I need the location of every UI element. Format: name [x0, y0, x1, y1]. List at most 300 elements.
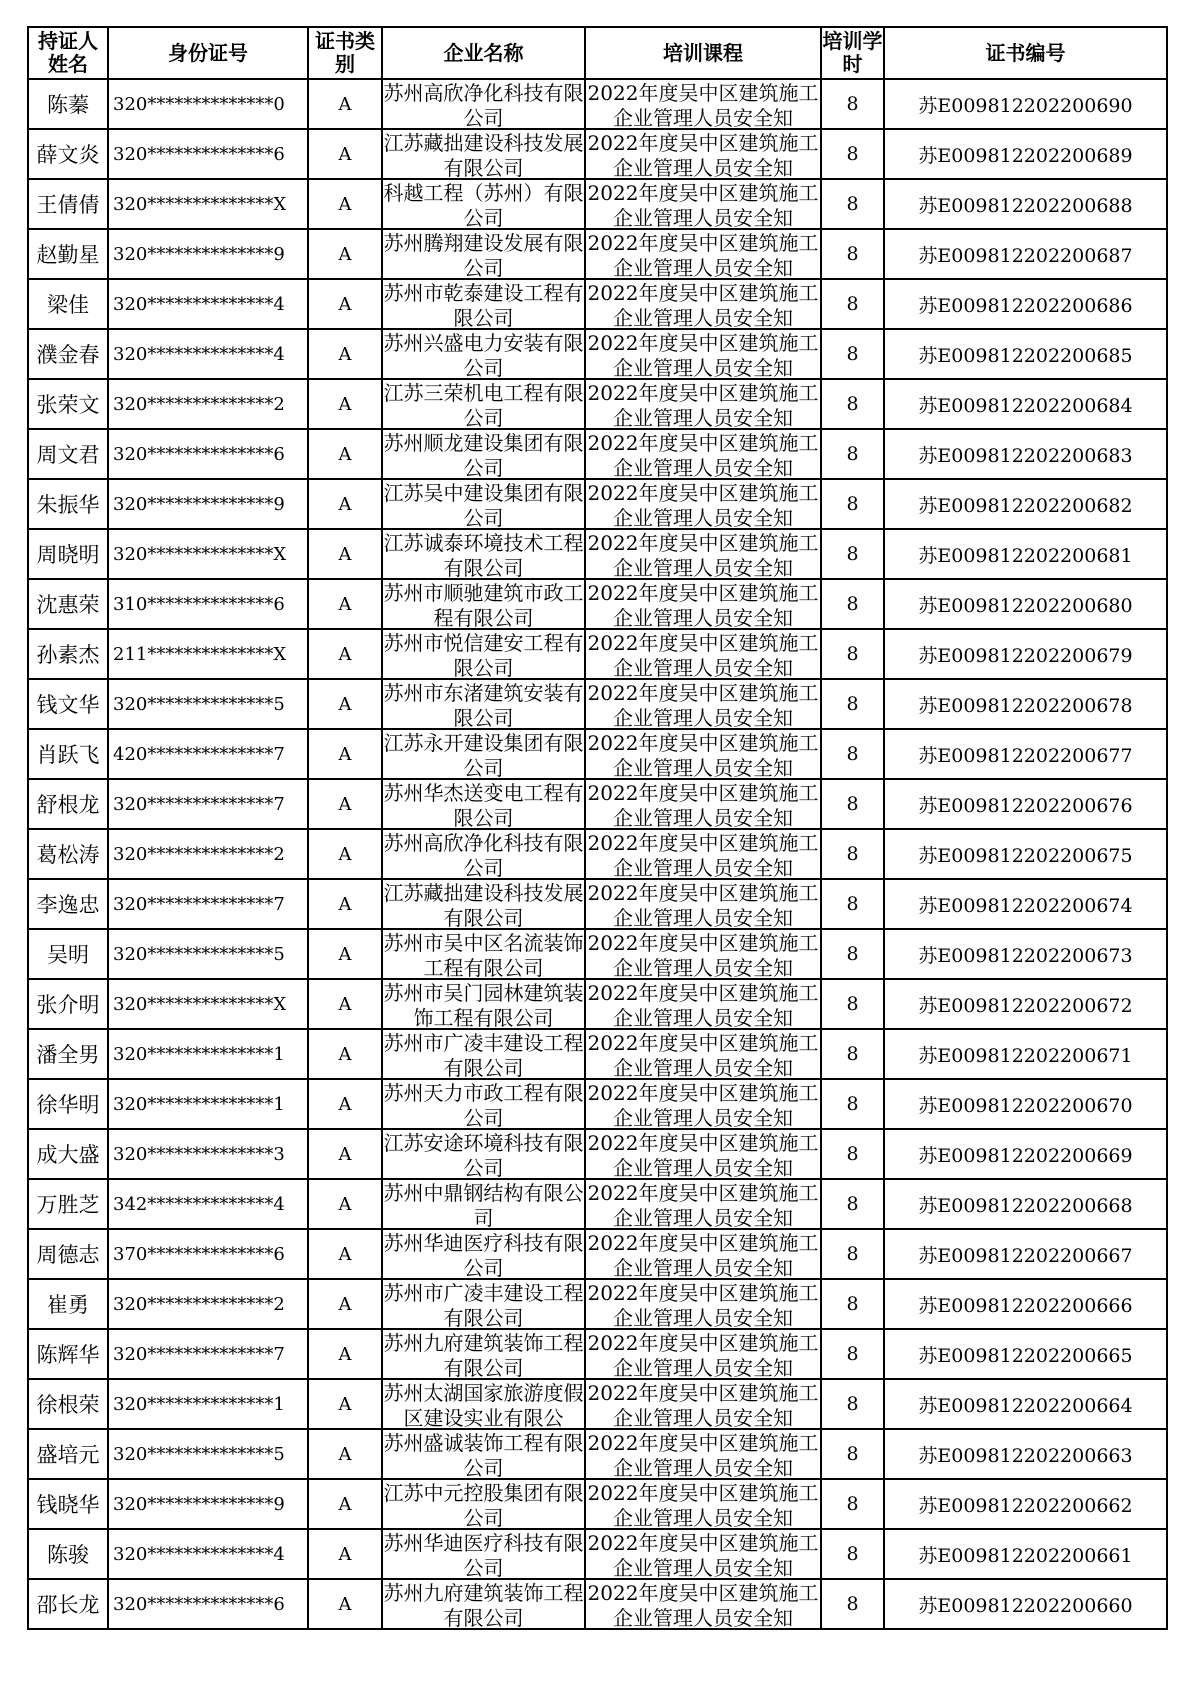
- id-number-cell: 342**************4: [108, 1179, 308, 1229]
- training-course-cell: [585, 1079, 821, 1129]
- id-number-cell: 320**************4: [108, 1529, 308, 1579]
- cert-number-cell: 苏E009812202200681: [884, 529, 1167, 579]
- header-company-name: 企业名称: [382, 27, 585, 79]
- company-name-text: 江苏吴中建设集团有限公司: [383, 481, 584, 527]
- training-hours-cell: 8: [821, 1129, 884, 1179]
- cert-number-cell: 苏E009812202200685: [884, 329, 1167, 379]
- company-name-cell: [382, 1429, 585, 1479]
- cert-category-cell: A: [308, 1229, 382, 1279]
- training-hours-cell: 8: [821, 1229, 884, 1279]
- company-name-text: 苏州市吴门园林建筑装饰工程有限公司: [383, 981, 584, 1027]
- cert-number-cell: 苏E009812202200671: [884, 1029, 1167, 1079]
- cert-category-cell: A: [308, 1379, 382, 1429]
- company-name-text: 苏州太湖国家旅游度假区建设实业有限公: [383, 1381, 584, 1427]
- cert-category-cell: A: [308, 129, 382, 179]
- id-number-cell: 320**************7: [108, 779, 308, 829]
- cert-number-cell: 苏E009812202200688: [884, 179, 1167, 229]
- company-name-cell: [382, 1079, 585, 1129]
- training-course-text: 2022年度吴中区建筑施工企业管理人员安全知: [587, 881, 819, 927]
- company-name-text: 苏州市悦信建安工程有限公司: [383, 631, 584, 677]
- training-course-text: 2022年度吴中区建筑施工企业管理人员安全知: [587, 181, 819, 227]
- cert-category-cell: A: [308, 679, 382, 729]
- header-holder-name: 持证人姓名: [28, 27, 108, 79]
- company-name-text: 苏州高欣净化科技有限公司: [383, 81, 584, 127]
- training-course-cell: [585, 329, 821, 379]
- holder-name-cell: 邵长龙: [28, 1579, 108, 1629]
- id-number-cell: 320**************0: [108, 79, 308, 129]
- training-course-cell: [585, 679, 821, 729]
- cert-number-cell: 苏E009812202200662: [884, 1479, 1167, 1529]
- training-hours-cell: 8: [821, 1529, 884, 1579]
- company-name-cell: [382, 1379, 585, 1429]
- holder-name-cell: 李逸忠: [28, 879, 108, 929]
- training-course-text: 2022年度吴中区建筑施工企业管理人员安全知: [587, 1031, 819, 1077]
- table-row: [28, 79, 1167, 129]
- training-hours-cell: 8: [821, 1279, 884, 1329]
- training-course-text: 2022年度吴中区建筑施工企业管理人员安全知: [587, 281, 819, 327]
- training-hours-cell: 8: [821, 579, 884, 629]
- table-row: [28, 729, 1167, 779]
- training-hours-cell: 8: [821, 729, 884, 779]
- table-row: [28, 629, 1167, 679]
- id-number-cell: 320**************X: [108, 529, 308, 579]
- cert-category-cell: A: [308, 629, 382, 679]
- id-number-cell: 320**************5: [108, 929, 308, 979]
- table-row: [28, 979, 1167, 1029]
- training-course-text: 2022年度吴中区建筑施工企业管理人员安全知: [587, 381, 819, 427]
- cert-category-cell: A: [308, 1279, 382, 1329]
- company-name-cell: [382, 1479, 585, 1529]
- training-course-cell: [585, 429, 821, 479]
- cert-category-cell: A: [308, 479, 382, 529]
- training-hours-cell: 8: [821, 979, 884, 1029]
- company-name-cell: [382, 279, 585, 329]
- holder-name-cell: 梁佳: [28, 279, 108, 329]
- training-course-text: 2022年度吴中区建筑施工企业管理人员安全知: [587, 1531, 819, 1577]
- cert-number-cell: 苏E009812202200675: [884, 829, 1167, 879]
- table-row: [28, 1529, 1167, 1579]
- training-course-cell: [585, 1529, 821, 1579]
- id-number-cell: 211**************X: [108, 629, 308, 679]
- company-name-cell: [382, 779, 585, 829]
- company-name-cell: [382, 1329, 585, 1379]
- training-course-cell: [585, 629, 821, 679]
- table-row: [28, 479, 1167, 529]
- id-number-cell: 320**************1: [108, 1079, 308, 1129]
- training-course-cell: [585, 579, 821, 629]
- company-name-text: 苏州市东渚建筑安装有限公司: [383, 681, 584, 727]
- cert-category-cell: A: [308, 1479, 382, 1529]
- cert-number-cell: 苏E009812202200674: [884, 879, 1167, 929]
- company-name-text: 苏州高欣净化科技有限公司: [383, 831, 584, 877]
- company-name-cell: [382, 929, 585, 979]
- id-number-cell: 320**************X: [108, 179, 308, 229]
- holder-name-cell: 崔勇: [28, 1279, 108, 1329]
- header-training-course: 培训课程: [585, 27, 821, 79]
- table-row: [28, 429, 1167, 479]
- company-name-cell: [382, 179, 585, 229]
- holder-name-cell: 朱振华: [28, 479, 108, 529]
- training-course-text: 2022年度吴中区建筑施工企业管理人员安全知: [587, 1081, 819, 1127]
- company-name-cell: [382, 129, 585, 179]
- company-name-text: 江苏中元控股集团有限公司: [383, 1481, 584, 1527]
- company-name-text: 苏州华迪医疗科技有限公司: [383, 1531, 584, 1577]
- cert-number-cell: 苏E009812202200686: [884, 279, 1167, 329]
- training-course-cell: [585, 179, 821, 229]
- company-name-cell: [382, 1229, 585, 1279]
- cert-category-cell: A: [308, 379, 382, 429]
- company-name-text: 江苏安途环境科技有限公司: [383, 1131, 584, 1177]
- training-course-cell: [585, 1379, 821, 1429]
- training-hours-cell: 8: [821, 929, 884, 979]
- cert-category-cell: A: [308, 79, 382, 129]
- id-number-cell: 320**************7: [108, 1329, 308, 1379]
- table-row: [28, 379, 1167, 429]
- company-name-cell: [382, 1579, 585, 1629]
- training-course-text: 2022年度吴中区建筑施工企业管理人员安全知: [587, 831, 819, 877]
- holder-name-cell: 濮金春: [28, 329, 108, 379]
- training-course-cell: [585, 1279, 821, 1329]
- holder-name-cell: 周文君: [28, 429, 108, 479]
- cert-number-cell: 苏E009812202200668: [884, 1179, 1167, 1229]
- company-name-text: 苏州市广凌丰建设工程有限公司: [383, 1281, 584, 1327]
- training-course-cell: [585, 1029, 821, 1079]
- holder-name-cell: 万胜芝: [28, 1179, 108, 1229]
- training-hours-cell: 8: [821, 179, 884, 229]
- company-name-cell: [382, 229, 585, 279]
- company-name-text: 苏州市吴中区名流装饰工程有限公司: [383, 931, 584, 977]
- id-number-cell: 320**************X: [108, 979, 308, 1029]
- cert-category-cell: A: [308, 1329, 382, 1379]
- training-hours-cell: 8: [821, 779, 884, 829]
- training-hours-cell: 8: [821, 1329, 884, 1379]
- holder-name-cell: 肖跃飞: [28, 729, 108, 779]
- training-course-cell: [585, 879, 821, 929]
- cert-category-cell: A: [308, 1029, 382, 1079]
- cert-number-cell: 苏E009812202200679: [884, 629, 1167, 679]
- holder-name-cell: 陈骏: [28, 1529, 108, 1579]
- table-row: [28, 1379, 1167, 1429]
- training-course-cell: [585, 79, 821, 129]
- company-name-cell: [382, 1279, 585, 1329]
- training-hours-cell: 8: [821, 379, 884, 429]
- id-number-cell: 320**************5: [108, 679, 308, 729]
- training-hours-cell: 8: [821, 529, 884, 579]
- cert-category-cell: A: [308, 579, 382, 629]
- table-row: [28, 1329, 1167, 1379]
- training-course-text: 2022年度吴中区建筑施工企业管理人员安全知: [587, 1181, 819, 1227]
- id-number-cell: 320**************6: [108, 429, 308, 479]
- id-number-cell: 320**************7: [108, 879, 308, 929]
- company-name-cell: [382, 1029, 585, 1079]
- training-course-text: 2022年度吴中区建筑施工企业管理人员安全知: [587, 681, 819, 727]
- cert-number-cell: 苏E009812202200673: [884, 929, 1167, 979]
- holder-name-cell: 陈辉华: [28, 1329, 108, 1379]
- training-course-text: 2022年度吴中区建筑施工企业管理人员安全知: [587, 1331, 819, 1377]
- cert-number-cell: 苏E009812202200663: [884, 1429, 1167, 1479]
- id-number-cell: 320**************9: [108, 1479, 308, 1529]
- table-row: [28, 829, 1167, 879]
- holder-name-cell: 徐根荣: [28, 1379, 108, 1429]
- training-course-text: 2022年度吴中区建筑施工企业管理人员安全知: [587, 481, 819, 527]
- table-row: [28, 579, 1167, 629]
- training-hours-cell: 8: [821, 1179, 884, 1229]
- table-row: [28, 329, 1167, 379]
- table-row: [28, 679, 1167, 729]
- company-name-text: 苏州市顺驰建筑市政工程有限公司: [383, 581, 584, 627]
- training-course-text: 2022年度吴中区建筑施工企业管理人员安全知: [587, 1231, 819, 1277]
- company-name-text: 苏州顺龙建设集团有限公司: [383, 431, 584, 477]
- cert-number-cell: 苏E009812202200666: [884, 1279, 1167, 1329]
- header-id-number: 身份证号: [108, 27, 308, 79]
- company-name-cell: [382, 379, 585, 429]
- training-course-cell: [585, 1179, 821, 1229]
- company-name-cell: [382, 329, 585, 379]
- company-name-cell: [382, 679, 585, 729]
- holder-name-cell: 沈惠荣: [28, 579, 108, 629]
- training-course-text: 2022年度吴中区建筑施工企业管理人员安全知: [587, 1431, 819, 1477]
- table-row: [28, 1079, 1167, 1129]
- id-number-cell: 320**************6: [108, 1579, 308, 1629]
- training-course-cell: [585, 1129, 821, 1179]
- training-course-cell: [585, 279, 821, 329]
- training-hours-cell: 8: [821, 279, 884, 329]
- cert-category-cell: A: [308, 979, 382, 1029]
- training-hours-cell: 8: [821, 829, 884, 879]
- cert-number-cell: 苏E009812202200660: [884, 1579, 1167, 1629]
- training-hours-cell: 8: [821, 1579, 884, 1629]
- table-row: [28, 1279, 1167, 1329]
- training-course-cell: [585, 929, 821, 979]
- id-number-cell: 310**************6: [108, 579, 308, 629]
- training-course-text: 2022年度吴中区建筑施工企业管理人员安全知: [587, 1581, 819, 1627]
- holder-name-cell: 成大盛: [28, 1129, 108, 1179]
- id-number-cell: 320**************6: [108, 129, 308, 179]
- cert-number-cell: 苏E009812202200678: [884, 679, 1167, 729]
- holder-name-cell: 张荣文: [28, 379, 108, 429]
- company-name-cell: [382, 579, 585, 629]
- cert-category-cell: A: [308, 529, 382, 579]
- training-course-text: 2022年度吴中区建筑施工企业管理人员安全知: [587, 1131, 819, 1177]
- training-hours-cell: 8: [821, 1079, 884, 1129]
- cert-category-cell: A: [308, 179, 382, 229]
- id-number-cell: 320**************4: [108, 279, 308, 329]
- training-course-text: 2022年度吴中区建筑施工企业管理人员安全知: [587, 931, 819, 977]
- company-name-text: 江苏诚泰环境技术工程有限公司: [383, 531, 584, 577]
- header-cert-number: 证书编号: [884, 27, 1167, 79]
- cert-number-cell: 苏E009812202200683: [884, 429, 1167, 479]
- table-body: [28, 79, 1167, 1629]
- cert-number-cell: 苏E009812202200680: [884, 579, 1167, 629]
- company-name-text: 苏州中鼎钢结构有限公司: [383, 1181, 584, 1227]
- cert-number-cell: 苏E009812202200670: [884, 1079, 1167, 1129]
- id-number-cell: 320**************4: [108, 329, 308, 379]
- company-name-text: 苏州市广凌丰建设工程有限公司: [383, 1031, 584, 1077]
- training-hours-cell: 8: [821, 1429, 884, 1479]
- table-row: [28, 229, 1167, 279]
- training-hours-cell: 8: [821, 629, 884, 679]
- training-course-text: 2022年度吴中区建筑施工企业管理人员安全知: [587, 331, 819, 377]
- cert-number-cell: 苏E009812202200684: [884, 379, 1167, 429]
- training-hours-cell: 8: [821, 1379, 884, 1429]
- cert-number-cell: 苏E009812202200677: [884, 729, 1167, 779]
- training-course-text: 2022年度吴中区建筑施工企业管理人员安全知: [587, 531, 819, 577]
- cert-category-cell: A: [308, 1579, 382, 1629]
- company-name-text: 苏州华杰送变电工程有限公司: [383, 781, 584, 827]
- company-name-text: 苏州兴盛电力安装有限公司: [383, 331, 584, 377]
- id-number-cell: 320**************2: [108, 379, 308, 429]
- company-name-text: 江苏藏拙建设科技发展有限公司: [383, 881, 584, 927]
- cert-category-cell: A: [308, 929, 382, 979]
- cert-category-cell: A: [308, 1429, 382, 1479]
- holder-name-cell: 徐华明: [28, 1079, 108, 1129]
- cert-category-cell: A: [308, 229, 382, 279]
- training-course-text: 2022年度吴中区建筑施工企业管理人员安全知: [587, 1481, 819, 1527]
- training-course-cell: [585, 129, 821, 179]
- cert-category-cell: A: [308, 779, 382, 829]
- training-course-text: 2022年度吴中区建筑施工企业管理人员安全知: [587, 731, 819, 777]
- cert-number-cell: 苏E009812202200665: [884, 1329, 1167, 1379]
- table-row: [28, 1229, 1167, 1279]
- training-course-cell: [585, 729, 821, 779]
- company-name-text: 科越工程（苏州）有限公司: [383, 181, 584, 227]
- holder-name-cell: 孙素杰: [28, 629, 108, 679]
- table-header-row: [28, 27, 1167, 79]
- table-row: [28, 1429, 1167, 1479]
- company-name-text: 苏州九府建筑装饰工程有限公司: [383, 1581, 584, 1627]
- training-hours-cell: 8: [821, 429, 884, 479]
- cert-category-cell: A: [308, 729, 382, 779]
- company-name-cell: [382, 979, 585, 1029]
- id-number-cell: 320**************2: [108, 1279, 308, 1329]
- company-name-cell: [382, 729, 585, 779]
- table-row: [28, 1029, 1167, 1079]
- training-course-text: 2022年度吴中区建筑施工企业管理人员安全知: [587, 781, 819, 827]
- table-row: [28, 1579, 1167, 1629]
- training-hours-cell: 8: [821, 79, 884, 129]
- training-course-text: 2022年度吴中区建筑施工企业管理人员安全知: [587, 981, 819, 1027]
- cert-category-cell: A: [308, 879, 382, 929]
- training-course-text: 2022年度吴中区建筑施工企业管理人员安全知: [587, 231, 819, 277]
- cert-category-cell: A: [308, 429, 382, 479]
- training-course-text: 2022年度吴中区建筑施工企业管理人员安全知: [587, 81, 819, 127]
- training-course-cell: [585, 229, 821, 279]
- training-course-cell: [585, 1329, 821, 1379]
- table-row: [28, 1479, 1167, 1529]
- company-name-cell: [382, 529, 585, 579]
- table-row: [28, 1129, 1167, 1179]
- company-name-cell: [382, 629, 585, 679]
- company-name-cell: [382, 429, 585, 479]
- company-name-cell: [382, 1129, 585, 1179]
- holder-name-cell: 周晓明: [28, 529, 108, 579]
- cert-number-cell: 苏E009812202200664: [884, 1379, 1167, 1429]
- holder-name-cell: 王倩倩: [28, 179, 108, 229]
- company-name-text: 苏州华迪医疗科技有限公司: [383, 1231, 584, 1277]
- holder-name-cell: 吴明: [28, 929, 108, 979]
- company-name-cell: [382, 879, 585, 929]
- training-course-cell: [585, 979, 821, 1029]
- table-row: [28, 879, 1167, 929]
- training-course-cell: [585, 1429, 821, 1479]
- cert-category-cell: A: [308, 1179, 382, 1229]
- cert-number-cell: 苏E009812202200672: [884, 979, 1167, 1029]
- cert-category-cell: A: [308, 279, 382, 329]
- holder-name-cell: 葛松涛: [28, 829, 108, 879]
- table-row: [28, 929, 1167, 979]
- training-course-text: 2022年度吴中区建筑施工企业管理人员安全知: [587, 1381, 819, 1427]
- training-course-cell: [585, 1579, 821, 1629]
- training-course-cell: [585, 529, 821, 579]
- cert-category-cell: A: [308, 829, 382, 879]
- training-hours-cell: 8: [821, 329, 884, 379]
- cert-category-cell: A: [308, 1079, 382, 1129]
- cert-number-cell: 苏E009812202200687: [884, 229, 1167, 279]
- cert-number-cell: 苏E009812202200689: [884, 129, 1167, 179]
- training-course-cell: [585, 479, 821, 529]
- id-number-cell: 320**************2: [108, 829, 308, 879]
- company-name-text: 苏州腾翔建设发展有限公司: [383, 231, 584, 277]
- company-name-text: 江苏藏拙建设科技发展有限公司: [383, 131, 584, 177]
- training-course-cell: [585, 1229, 821, 1279]
- table-row: [28, 129, 1167, 179]
- training-course-text: 2022年度吴中区建筑施工企业管理人员安全知: [587, 431, 819, 477]
- table-row: [28, 179, 1167, 229]
- cert-number-cell: 苏E009812202200661: [884, 1529, 1167, 1579]
- cert-category-cell: A: [308, 1529, 382, 1579]
- id-number-cell: 320**************9: [108, 229, 308, 279]
- holder-name-cell: 赵勤星: [28, 229, 108, 279]
- holder-name-cell: 潘全男: [28, 1029, 108, 1079]
- id-number-cell: 320**************9: [108, 479, 308, 529]
- holder-name-cell: 盛培元: [28, 1429, 108, 1479]
- cert-number-cell: 苏E009812202200669: [884, 1129, 1167, 1179]
- holder-name-cell: 张介明: [28, 979, 108, 1029]
- holder-name-cell: 陈蓁: [28, 79, 108, 129]
- training-course-text: 2022年度吴中区建筑施工企业管理人员安全知: [587, 1281, 819, 1327]
- training-hours-cell: 8: [821, 1029, 884, 1079]
- id-number-cell: 420**************7: [108, 729, 308, 779]
- training-course-text: 2022年度吴中区建筑施工企业管理人员安全知: [587, 131, 819, 177]
- training-course-cell: [585, 1479, 821, 1529]
- company-name-cell: [382, 479, 585, 529]
- cert-category-cell: A: [308, 329, 382, 379]
- company-name-text: 江苏永开建设集团有限公司: [383, 731, 584, 777]
- training-hours-cell: 8: [821, 879, 884, 929]
- table-row: [28, 529, 1167, 579]
- cert-number-cell: 苏E009812202200667: [884, 1229, 1167, 1279]
- company-name-cell: [382, 829, 585, 879]
- cert-number-cell: 苏E009812202200682: [884, 479, 1167, 529]
- company-name-cell: [382, 1179, 585, 1229]
- holder-name-cell: 舒根龙: [28, 779, 108, 829]
- holder-name-cell: 薛文炎: [28, 129, 108, 179]
- cert-category-cell: A: [308, 1129, 382, 1179]
- table-row: [28, 279, 1167, 329]
- training-hours-cell: 8: [821, 1479, 884, 1529]
- cert-number-cell: 苏E009812202200690: [884, 79, 1167, 129]
- table-row: [28, 779, 1167, 829]
- holder-name-cell: 周德志: [28, 1229, 108, 1279]
- cert-number-cell: 苏E009812202200676: [884, 779, 1167, 829]
- certificate-table: [27, 26, 1168, 1630]
- id-number-cell: 320**************1: [108, 1029, 308, 1079]
- header-training-hours: 培训学时: [821, 27, 884, 79]
- training-course-cell: [585, 779, 821, 829]
- training-hours-cell: 8: [821, 129, 884, 179]
- company-name-text: 江苏三荣机电工程有限公司: [383, 381, 584, 427]
- company-name-text: 苏州市乾泰建设工程有限公司: [383, 281, 584, 327]
